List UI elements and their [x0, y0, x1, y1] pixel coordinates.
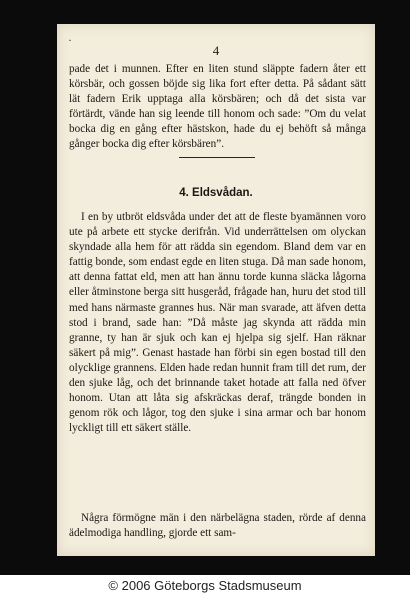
book-page	[57, 24, 375, 556]
paragraph-last: Några förmögne män i den närbelägna staden, rörde af denna ädelmodiga handling, gjorde ett sam-	[69, 512, 366, 540]
chapter-title: 4. Eldsvådan.	[179, 187, 253, 199]
page-number: 4	[212, 43, 220, 58]
paragraph-main: I en by utbröt eldsvåda under det att de fleste byamännen voro ute på arbete ett stycke derifrån. Vid underrättelsen om olyckan skyndade alla hem för att rädda sin egendom. Bland dem var en fattig bonde, som endast egde en liten stuga. Då man sade honom, att denna fattat eld, men att han ännu torde kunna släcka lågorna eller åtminstone berga sitt husgeråd, frågade han, huru det stod till med hans närmaste grannes hus. När man svarade, att äfven detta stod i brand, sade han: ”Då måste jag skynda att rädda min granne, ty han är sjuk och kan ej hjelpa sig sjelf. Han räknar säkert på mig”. Genast hastade han förbi sin egen bostad till den olycklige grannens. Elden hade redan hunnit fram till det rum, der den sjuke låg, och det brinnande taket hotade att falla ned öfver honom. Utan att låta sig afskräckas deraf, trängde bonden in genom rök och lågor, tog den sjuke i sina armar och bar honom lyckligt till ett säkert ställe.	[69, 211, 366, 435]
paragraph-continued: pade det i munnen. Efter en liten stund släppte fadern åter ett körsbär, och gossen böjde sig lika fort efter detta. På sådant sätt lät fadern Erik upptaga alla körsbären; och då det sista var förtärdt, vände han sig leende till honom och sade: ”Om du velat bocka dig en gång efter hästskon, hade du ej behöft så många gånger bocka dig efter körsbären”.	[69, 63, 366, 151]
copyright-credit: © 2006 Göteborgs Stadsmuseum	[108, 578, 302, 593]
section-divider	[179, 157, 255, 158]
page-mark: ·	[68, 33, 72, 47]
